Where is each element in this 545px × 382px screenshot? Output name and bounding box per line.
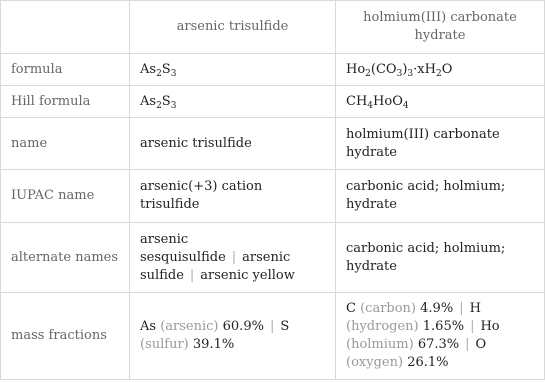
alternate-name: arsenic yellow: [200, 267, 295, 283]
mass-fraction-item: S (sulfur) 39.1%: [140, 319, 290, 352]
hill-formula-row: [1, 86, 545, 118]
name-holmium-carbonate-hydrate: holmium(III) carbonate hydrate: [336, 118, 545, 170]
row-label-name: name: [1, 118, 130, 170]
formula-holmium-carbonate-hydrate: $Ho_2(CO_3)_3\cdot xH_2O$: [336, 54, 545, 86]
separator: |: [231, 249, 237, 265]
mass-fractions-row: [1, 293, 545, 380]
hill-formula-arsenic-trisulfide: $As_2S_3$: [130, 86, 336, 118]
alternate-name: arsenic sesquisulfide: [140, 231, 226, 265]
iupac-name-row: [1, 170, 545, 223]
mass-fractions-holmium-carbonate-hydrate: [336, 293, 545, 380]
separator: |: [269, 319, 275, 334]
separator: |: [189, 267, 195, 283]
column-header-holmium-carbonate-hydrate: holmium(III) carbonate hydrate: [336, 1, 545, 54]
mass-fraction-item: C (carbon) 4.9%: [346, 301, 454, 316]
column-header-arsenic-trisulfide: arsenic trisulfide: [130, 1, 336, 54]
separator: |: [470, 319, 475, 334]
formula-arsenic-trisulfide: $As_2S_3$: [130, 54, 336, 86]
alternate-names-holmium-carbonate-hydrate: carbonic acid; holmium; hydrate: [336, 223, 545, 293]
name-arsenic-trisulfide: arsenic trisulfide: [130, 118, 336, 170]
mass-fraction-item: As (arsenic) 60.9%: [140, 319, 264, 334]
alternate-names-arsenic-trisulfide: [130, 223, 336, 293]
separator: |: [465, 337, 470, 352]
alternate-names-row: [1, 223, 545, 293]
corner-cell: [1, 1, 130, 54]
separator: |: [459, 301, 464, 316]
formula-row: [1, 54, 545, 86]
iupac-name-holmium-carbonate-hydrate: carbonic acid; holmium; hydrate: [336, 170, 545, 223]
row-label-iupac-name: IUPAC name: [1, 170, 130, 223]
row-label-formula: formula: [1, 54, 130, 86]
header-row: [1, 1, 545, 54]
mass-fractions-arsenic-trisulfide: [130, 293, 336, 380]
alternate-name: arsenic sulfide: [140, 249, 291, 283]
row-label-alternate-names: alternate names: [1, 223, 130, 293]
mass-fraction-item: O (oxygen) 26.1%: [346, 337, 487, 370]
hill-formula-holmium-carbonate-hydrate: $CH_4HoO_4$: [336, 86, 545, 118]
name-row: [1, 118, 545, 170]
mass-fraction-item: H (hydrogen) 1.65%: [346, 301, 481, 334]
iupac-name-arsenic-trisulfide: arsenic(+3) cation trisulfide: [130, 170, 336, 223]
row-label-hill-formula: Hill formula: [1, 86, 130, 118]
mass-fraction-item: Ho (holmium) 67.3%: [346, 319, 500, 352]
row-label-mass-fractions: mass fractions: [1, 293, 130, 380]
